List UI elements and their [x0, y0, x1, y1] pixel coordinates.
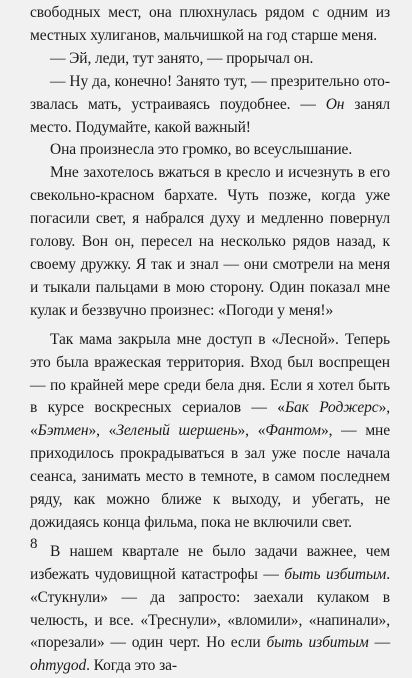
- italic-text: Зеленый шершень: [116, 422, 238, 440]
- text-run: Мне захотелось вжаться в кресло и исчезнуть в его свекольно-красном бархате. Чуть позже, когда уже погасили свет, я набрался духу и медленно повернул голову. Вон он, пересел на несколько рядов назад, к своему дружку. Я так и знал — они смотрели на меня и тыкали пальцами в мою сторону. Один показал мне кулак и беззвучно произнес: «Погоди у меня!»: [30, 164, 390, 319]
- text-run: », «: [237, 422, 266, 440]
- text-run: Она произнесла это громко, во всеуслышание.: [50, 141, 353, 159]
- body-text: [30, 2, 390, 678]
- paragraph: [30, 329, 390, 535]
- italic-text: Фантом: [265, 422, 321, 440]
- paragraph: [30, 162, 390, 322]
- text-run: занял место. Подумайте, какой важный!: [30, 95, 390, 136]
- italic-text: Он: [325, 95, 345, 113]
- text-run: », — мне приходилось прокрадываться в зал уже после начала сеанса, занимать место в темноте, в самом последнем ряду, как можно ближе к выходу, и убегать, не дожидаясь конца фильма, пока не включили свет.: [30, 422, 390, 531]
- italic-text: быть избитым: [266, 634, 369, 652]
- italic-text: Бак Роджерс: [284, 399, 379, 417]
- italic-text: Бэтмен: [37, 422, 89, 440]
- text-run: Так мама закрыла мне доступ в «Лесной». Теперь это была вражеская территория. Вход был воспрещен — по крайней мере среди бела дня. Если я хотел быть в курсе воскресных сериалов — «: [30, 330, 390, 417]
- text-run: . Когда это за-: [86, 657, 177, 675]
- paragraph: [30, 139, 390, 162]
- page-number: 8: [30, 536, 38, 552]
- text-run: свободных мест, она плюхнулась рядом с одним из местных хулиганов, мальчишкой на год старше меня.: [30, 4, 390, 44]
- text-run: — Эй, леди, тут занято, — прорычал он.: [50, 49, 314, 67]
- paragraph: [30, 71, 390, 140]
- paragraph: [30, 541, 390, 678]
- text-run: — Ну да, конечно! Занято тут, — презрительно отозвалась мать, устраиваясь поудобнее. —: [30, 72, 390, 113]
- text-run: . «Стукнули» — да запросто: заехали кулаком в челюсть, и все. «Треснули», «вломили», «напинали», «порезали» — один черт. Но если: [30, 565, 390, 652]
- text-run: —: [368, 634, 391, 652]
- italic-text: быть избитым: [284, 565, 387, 583]
- text-run: », «: [30, 399, 391, 440]
- text-run: », «: [88, 422, 117, 440]
- paragraph: [30, 48, 390, 71]
- text-run: В нашем квартале не было задачи важнее, чем избежать чудовищной катастрофы —: [30, 542, 390, 583]
- italic-text: ohmygod: [30, 657, 87, 675]
- paragraph: [30, 2, 390, 48]
